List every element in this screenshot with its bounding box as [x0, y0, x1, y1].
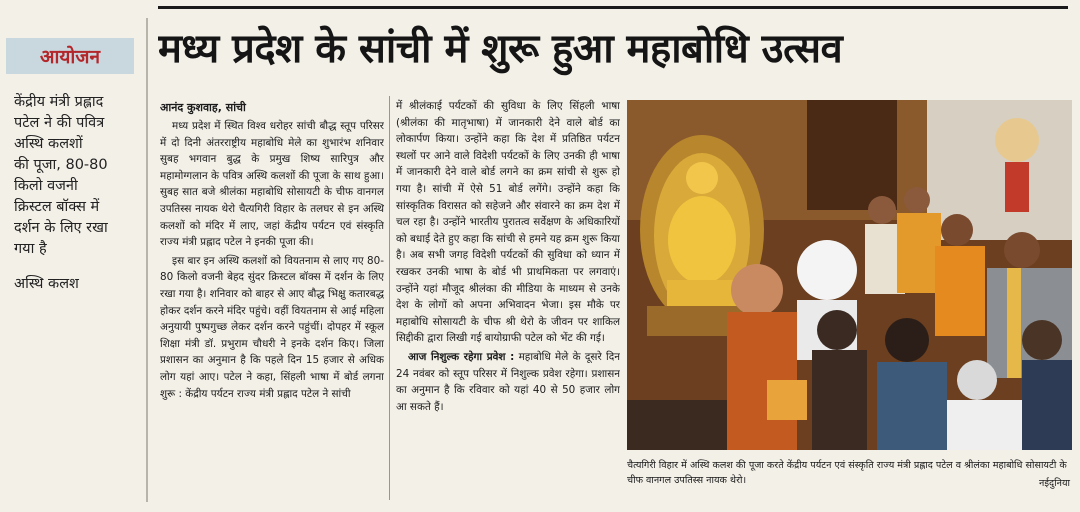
- headline: मध्य प्रदेश के सांची में शुरू हुआ महाबोधि उत्सव: [158, 26, 843, 72]
- summary-line: दर्शन के लिए रखा: [14, 220, 108, 236]
- article-column-2: [396, 98, 620, 502]
- summary-line: पटेल ने की पवित्र: [14, 115, 105, 131]
- photo-caption: चैत्यगिरी विहार में अस्थि कलश की पूजा करते केंद्रीय पर्यटन एवं संस्कृति राज्य मंत्री प्रह्लाद पटेल व श्रीलंका महाबोधि सोसायटी के चीफ वानगल उपतिस्स नायक थेरो।: [627, 460, 1067, 486]
- article-column-1: [160, 118, 384, 502]
- photo-credit: नईदुनिया: [1039, 478, 1070, 489]
- summary-caption: अस्थि कलश: [14, 276, 79, 292]
- sub-heading: आज निशुल्क रहेगा प्रवेश :: [408, 350, 515, 363]
- summary-line: अस्थि कलशों: [14, 136, 83, 152]
- article-paragraph: में श्रीलंकाई पर्यटकों की सुविधा के लिए सिंहली भाषा (श्रीलंका की मातृभाषा) में जानकारी देने वाले बोर्ड का लोकार्पण किया। उन्होंने कहा कि देश में प्रतिष्ठित पर्यटन स्थलों पर आने वाले विदेशी पर्यटकों के लिए उनकी ही भाषा में जानकारी देने वाले बोर्ड लगने का क्रम सांची से शुरू हो गया है। सांची में ऐसे 51 बोर्ड लगेंगे। उन्होंने कहा कि सांस्कृतिक विरासत को सहेजने और संवारने का क्रम देश में चल रहा है। उन्होंने भारतीय पुरातत्व सर्वेक्षण के अधिकारियों को बधाई देते हुए कहा कि सांची से हमने यह क्रम शुरू किया है। अब सभी जगह विदेशी पर्यटकों की सुविधा को ध्यान में रखकर उनकी भाषा के बोर्ड भी प्राथमिकता पर लगवाएं। उन्होंने यहां मौजूद श्रीलंका की मीडिया के माध्यम से उनके देश के लोगों को अपना अभिवादन भेजा। इस मौके पर महाबोधि सोसायटी के चीफ श्री थेरो के जीवन पर शाकिल सिद्दीकी द्वारा लिखी गई बायोग्राफी पटेल को भेंट की गई।: [396, 100, 620, 345]
- sub-text: महाबोधि मेले के दूसरे दिन 24 नवंबर को स्तूप परिसर में निशुल्क प्रवेश रहेगा। प्रशासन का अनुमान है कि रविवार को यहां 40 से 50 हजार लोग आ सकते हैं।: [396, 350, 620, 413]
- top-rule: [158, 6, 1068, 9]
- summary-line: गया है: [14, 241, 47, 257]
- byline: आनंद कुशवाह, सांची: [160, 101, 246, 114]
- sidebar-divider: [146, 18, 148, 502]
- section-tag-label: आयोजन: [39, 46, 100, 68]
- summary-line: क्रिस्टल बॉक्स में: [14, 199, 100, 215]
- article-paragraph-sub: [396, 349, 620, 415]
- article-paragraph: मध्य प्रदेश में स्थित विश्व धरोहर सांची बौद्ध स्तूप परिसर में दो दिनी अंतरराष्ट्रीय महाबोधि मेले का शुभारंभ शनिवार सुबह भगवान बुद्ध के प्रमुख शिष्य सारिपुत्र और महामोग्गलान के पवित्र अस्थि कलशों की पूजा के साथ हुआ। सुबह सात बजे श्रीलंका महाबोधि सोसायटी के चीफ वानगल उपतिस्स नायक थेरो चैत्यगिरी विहार के तलघर से इन अस्थि कलशों को मंदिर में लाए, जहां केंद्रीय पर्यटन एवं संस्कृति राज्य मंत्री प्रह्लाद पटेल ने इनकी पूजा की।: [160, 120, 384, 249]
- summary-line: किलो वजनी: [14, 178, 78, 194]
- section-tag: [6, 38, 134, 74]
- article-paragraph: इस बार इन अस्थि कलशों को वियतनाम से लाए गए 80-80 किलो वजनी बेहद सुंदर क्रिस्टल बॉक्स में दर्शन के लिए रखा गया है। शनिवार को बाहर से आए बौद्ध भिक्षु कतारबद्ध होकर दर्शन करने मंदिर पहुंचे। वहीं वियतनाम से आई महिला अनुयायी पुष्पगुच्छ लेकर दर्शन करने पहुंचीं। दोपहर में स्कूल शिक्षा मंत्री डॉ. प्रभुराम चौधरी ने इनके दर्शन किए। जिला प्रशासन का अनुमान है कि पहले दिन 15 हजार से अधिक लोग यहां आए। पटेल ने कहा, सिंहली भाषा में बोर्ड लगना शुरू : केंद्रीय पर्यटन राज्य मंत्री प्रह्लाद पटेल ने सांची: [160, 254, 384, 400]
- column-rule: [389, 96, 390, 500]
- news-photo: [627, 100, 1072, 450]
- sidebar: [0, 0, 138, 512]
- sidebar-summary: [14, 92, 134, 295]
- news-photo-illustration: [627, 100, 1072, 450]
- summary-line: केंद्रीय मंत्री प्रह्लाद: [14, 94, 104, 110]
- summary-line: की पूजा, 80-80: [14, 157, 108, 173]
